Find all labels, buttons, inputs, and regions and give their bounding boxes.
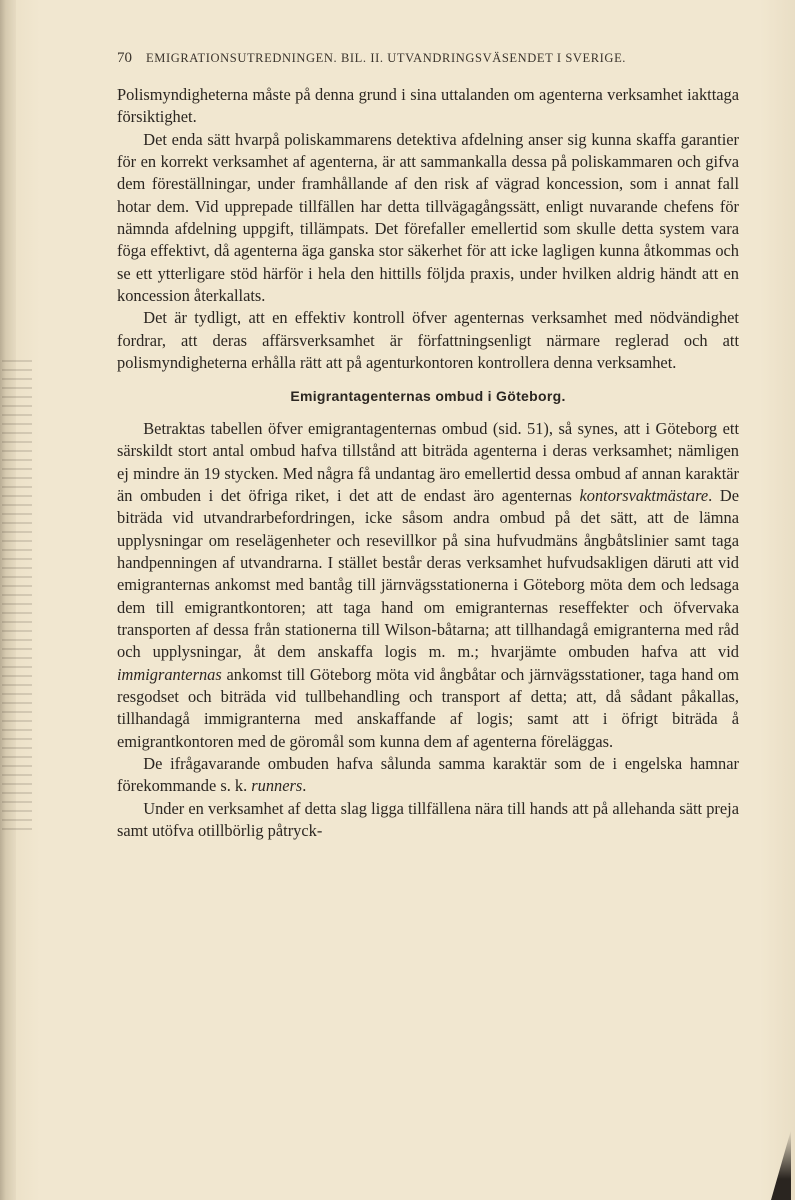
paragraph-2: Det enda sätt hvarpå poliskammarens detektiva afdelning anser sig kunna skaffa garantier för en korrekt verksamhet af agenterna, är att sammankalla dessa på poliskammaren och gifva dem föreställningar, under framhållande af den risk af vägrad koncession, som i annat fall hotar dem. Vid upprepade tillfällen har detta tillvägagångssätt, enligt nuvarande chefens för nämnda afdelning uppgift, tillämpats. Det förefaller emellertid som skulle detta system vara föga effektivt, då agenterna äga ganska stor säkerhet för att icke lagligen kunna åtkommas och se ett ytterligare stöd härför i hela den hittills följda praxis, under hvilken aldrig händt att en koncession återkallats. xyxy=(117,129,739,306)
paragraph-5-part-b: . xyxy=(302,776,307,796)
page-corner-shadow xyxy=(771,1130,791,1200)
emphasis-runners: runners xyxy=(251,776,303,796)
paragraph-1: Polismyndigheterna måste på denna grund i sina uttalanden om agenterna verksamhet iakttaga försiktighet. xyxy=(117,85,739,127)
running-title: EMIGRATIONSUTREDNINGEN. BIL. II. UTVANDRINGSVÄSENDET I SVERIGE. xyxy=(146,51,627,65)
paragraph-5 xyxy=(117,753,739,798)
paragraph-5-part-a: De ifrågavarande ombuden hafva sålunda samma karaktär som de i engelska hamnar förekommande s. k. xyxy=(117,753,739,796)
paragraph-4 xyxy=(117,418,739,753)
emphasis-kontorsvaktmastare: kontorsvaktmästare xyxy=(579,485,709,505)
paragraph-3: Det är tydligt, att en effektiv kontroll öfver agenternas verksamhet med nödvändighet fordrar, att deras affärsverksamhet är författningsenligt närmare reglerad och att polismyndigheterna erhålla rätt att på agenturkontoren kontrollera denna verksamhet. xyxy=(117,308,739,373)
section-heading: Emigrantagenternas ombud i Göteborg. xyxy=(290,388,566,405)
paragraph-6: Under en verksamhet af detta slag ligga tillfällena nära till hands att på allehanda sätt preja samt utöfva otillbörlig påtryck- xyxy=(117,798,739,840)
paragraph-4-part-b: . De biträda vid utvandrarbefordringen, icke såsom andra ombud på det sätt, att de lämna upplysningar om reselägenheter och resevillkor på sina hufvudmäns ångbåtslinier samt taga handpenningen af utvandrarna. I stället består deras verksamhet hufvudsakligen däruti att vid emigranternas ankomst med bantåg till järnvägsstationerna i Göteborg möta dem och ledsaga dem till emigrantkontoren; att taga hand om emigranternas reseffekter och öfvervaka transporten af dessa från stationerna till Wilson-båtarna; att tillhandagå emigranterna med råd och upplysningar, åt dem anskaffa logis m. m.; hvarjämte ombuden hafva att vid xyxy=(117,485,739,662)
gutter-shadow xyxy=(2,360,32,830)
body-text xyxy=(117,84,739,842)
paragraph-4-part-c: ankomst till Göteborg möta vid ångbåtar och järnvägsstationer, taga hand om resgodset och biträda vid tullbehandling och transport af detta; att, då sådant påkallas, tillhandagå immigranterna med anskaffande af logis; samt att i öfrigt biträda å emigrantkontoren med de göromål som kunna dem af agenterna föreläggas. xyxy=(117,664,739,751)
running-header xyxy=(117,50,747,67)
page-number: 70 xyxy=(117,50,132,66)
emphasis-immigranternas: immigranternas xyxy=(117,664,222,684)
paragraph-4-part-a: Betraktas tabellen öfver emigrantagenternas ombud (sid. 51), så synes, att i Göteborg ett särskildt stort antal ombud hafva tillstånd att biträda agenterna i deras verksamhet; nämligen ej mindre än 19 stycken. Med några få undantag äro emellertid dessa ombud af annan karaktär än ombuden i det öfriga riket, i det att de endast äro agenternas xyxy=(117,418,739,505)
